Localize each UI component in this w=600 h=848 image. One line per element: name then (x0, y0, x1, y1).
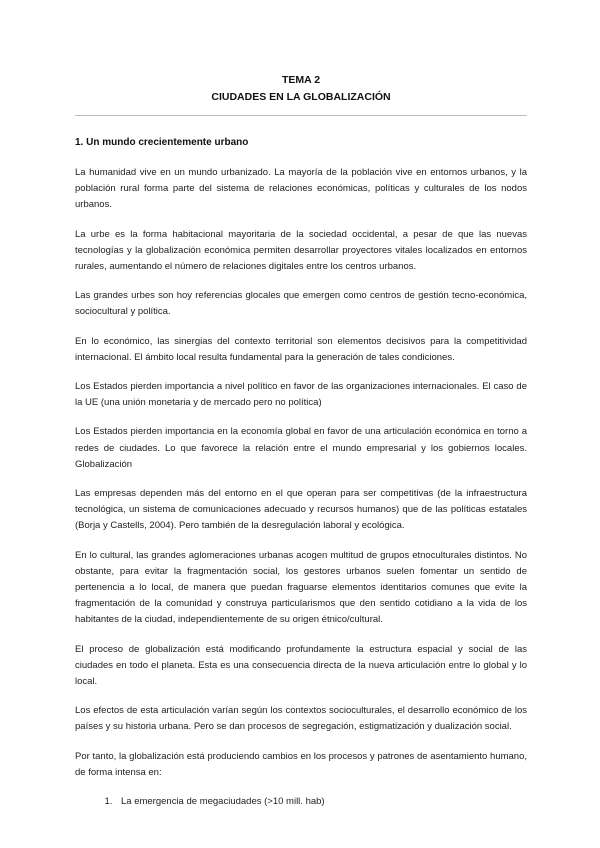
paragraph: Las empresas dependen más del entorno en el que operan para ser competitivas (de la infraestructura tecnológica, un sistema de comunicaciones adecuado y recursos humanos) que de las políticas estatales (Borja y Castells, 2004). Pero también de la desregulación laboral y ecológica. (75, 488, 527, 532)
paragraph: Los Estados pierden importancia en la economía global en favor de una articulación económica en torno a redes de ciudades. Lo que favorece la relación entre el mundo empresarial y los gobiernos locales. Globalización (75, 426, 527, 470)
paragraph: Por tanto, la globalización está produciendo cambios en los procesos y patrones de asentamiento humano, de forma intensa en: (75, 750, 527, 778)
paragraph: El proceso de globalización está modificando profundamente la estructura espacial y social de las ciudades en todo el planeta. Esta es una consecuencia directa de la nueva articulación entre lo global y lo local. (75, 643, 527, 688)
paragraph: En lo económico, las sinergias del contexto territorial son elementos decisivos para la competitividad internacional. El ámbito local resulta fundamental para la generación de tales condiciones. (75, 335, 527, 363)
numbered-list (75, 794, 527, 810)
document-header (75, 72, 527, 106)
paragraph: Las grandes urbes son hoy referencias glocales que emergen como centros de gestión tecno-económica, sociocultural y política. (75, 290, 527, 318)
paragraph: Los efectos de esta articulación varían según los contextos socioculturales, el desarrollo económico de los países y su historia urbana. Pero se dan procesos de segregación, estigmatización y dualización social. (75, 705, 527, 733)
paragraph: La urbe es la forma habitacional mayoritaria de la sociedad occidental, a pesar de que las nuevas tecnologías y la globalización económica permiten desarrollar proyectores vitales localizados en entornos rurales, aumentando el número de relaciones digitales entre los centros urbanos. (75, 228, 527, 273)
tema-label: TEMA 2 (281, 74, 321, 86)
document-title: CIUDADES EN LA GLOBALIZACIÓN (211, 91, 391, 103)
list-item: 1. La emergencia de megaciudades (>10 mill. hab) (115, 794, 527, 810)
section-heading: 1. Un mundo crecientemente urbano (75, 137, 249, 148)
header-divider (75, 115, 527, 116)
paragraph: En lo cultural, las grandes aglomeraciones urbanas acogen multitud de grupos etnoculturales distintos. No obstante, para evitar la fragmentación social, los gestores urbanos suelen fomentar un sentido de pertenencia a lo local, de manera que puedan fraguarse elementos identitarios comunes que evite la fragmentación de la comunidad y construya particularismos que den sentido cotidiano a la vida de los habitantes de la ciudad, independientemente de su origen étnico/cultural. (75, 549, 527, 626)
paragraph: Los Estados pierden importancia a nivel político en favor de las organizaciones internacionales. El caso de la UE (una unión monetaria y de mercado pero no política) (75, 381, 527, 409)
paragraph: La humanidad vive en un mundo urbanizado. La mayoría de la población vive en entornos urbanos, y la población rural forma parte del sistema de relaciones económicas, políticas y culturales de los nodos urbanos. (75, 167, 527, 211)
